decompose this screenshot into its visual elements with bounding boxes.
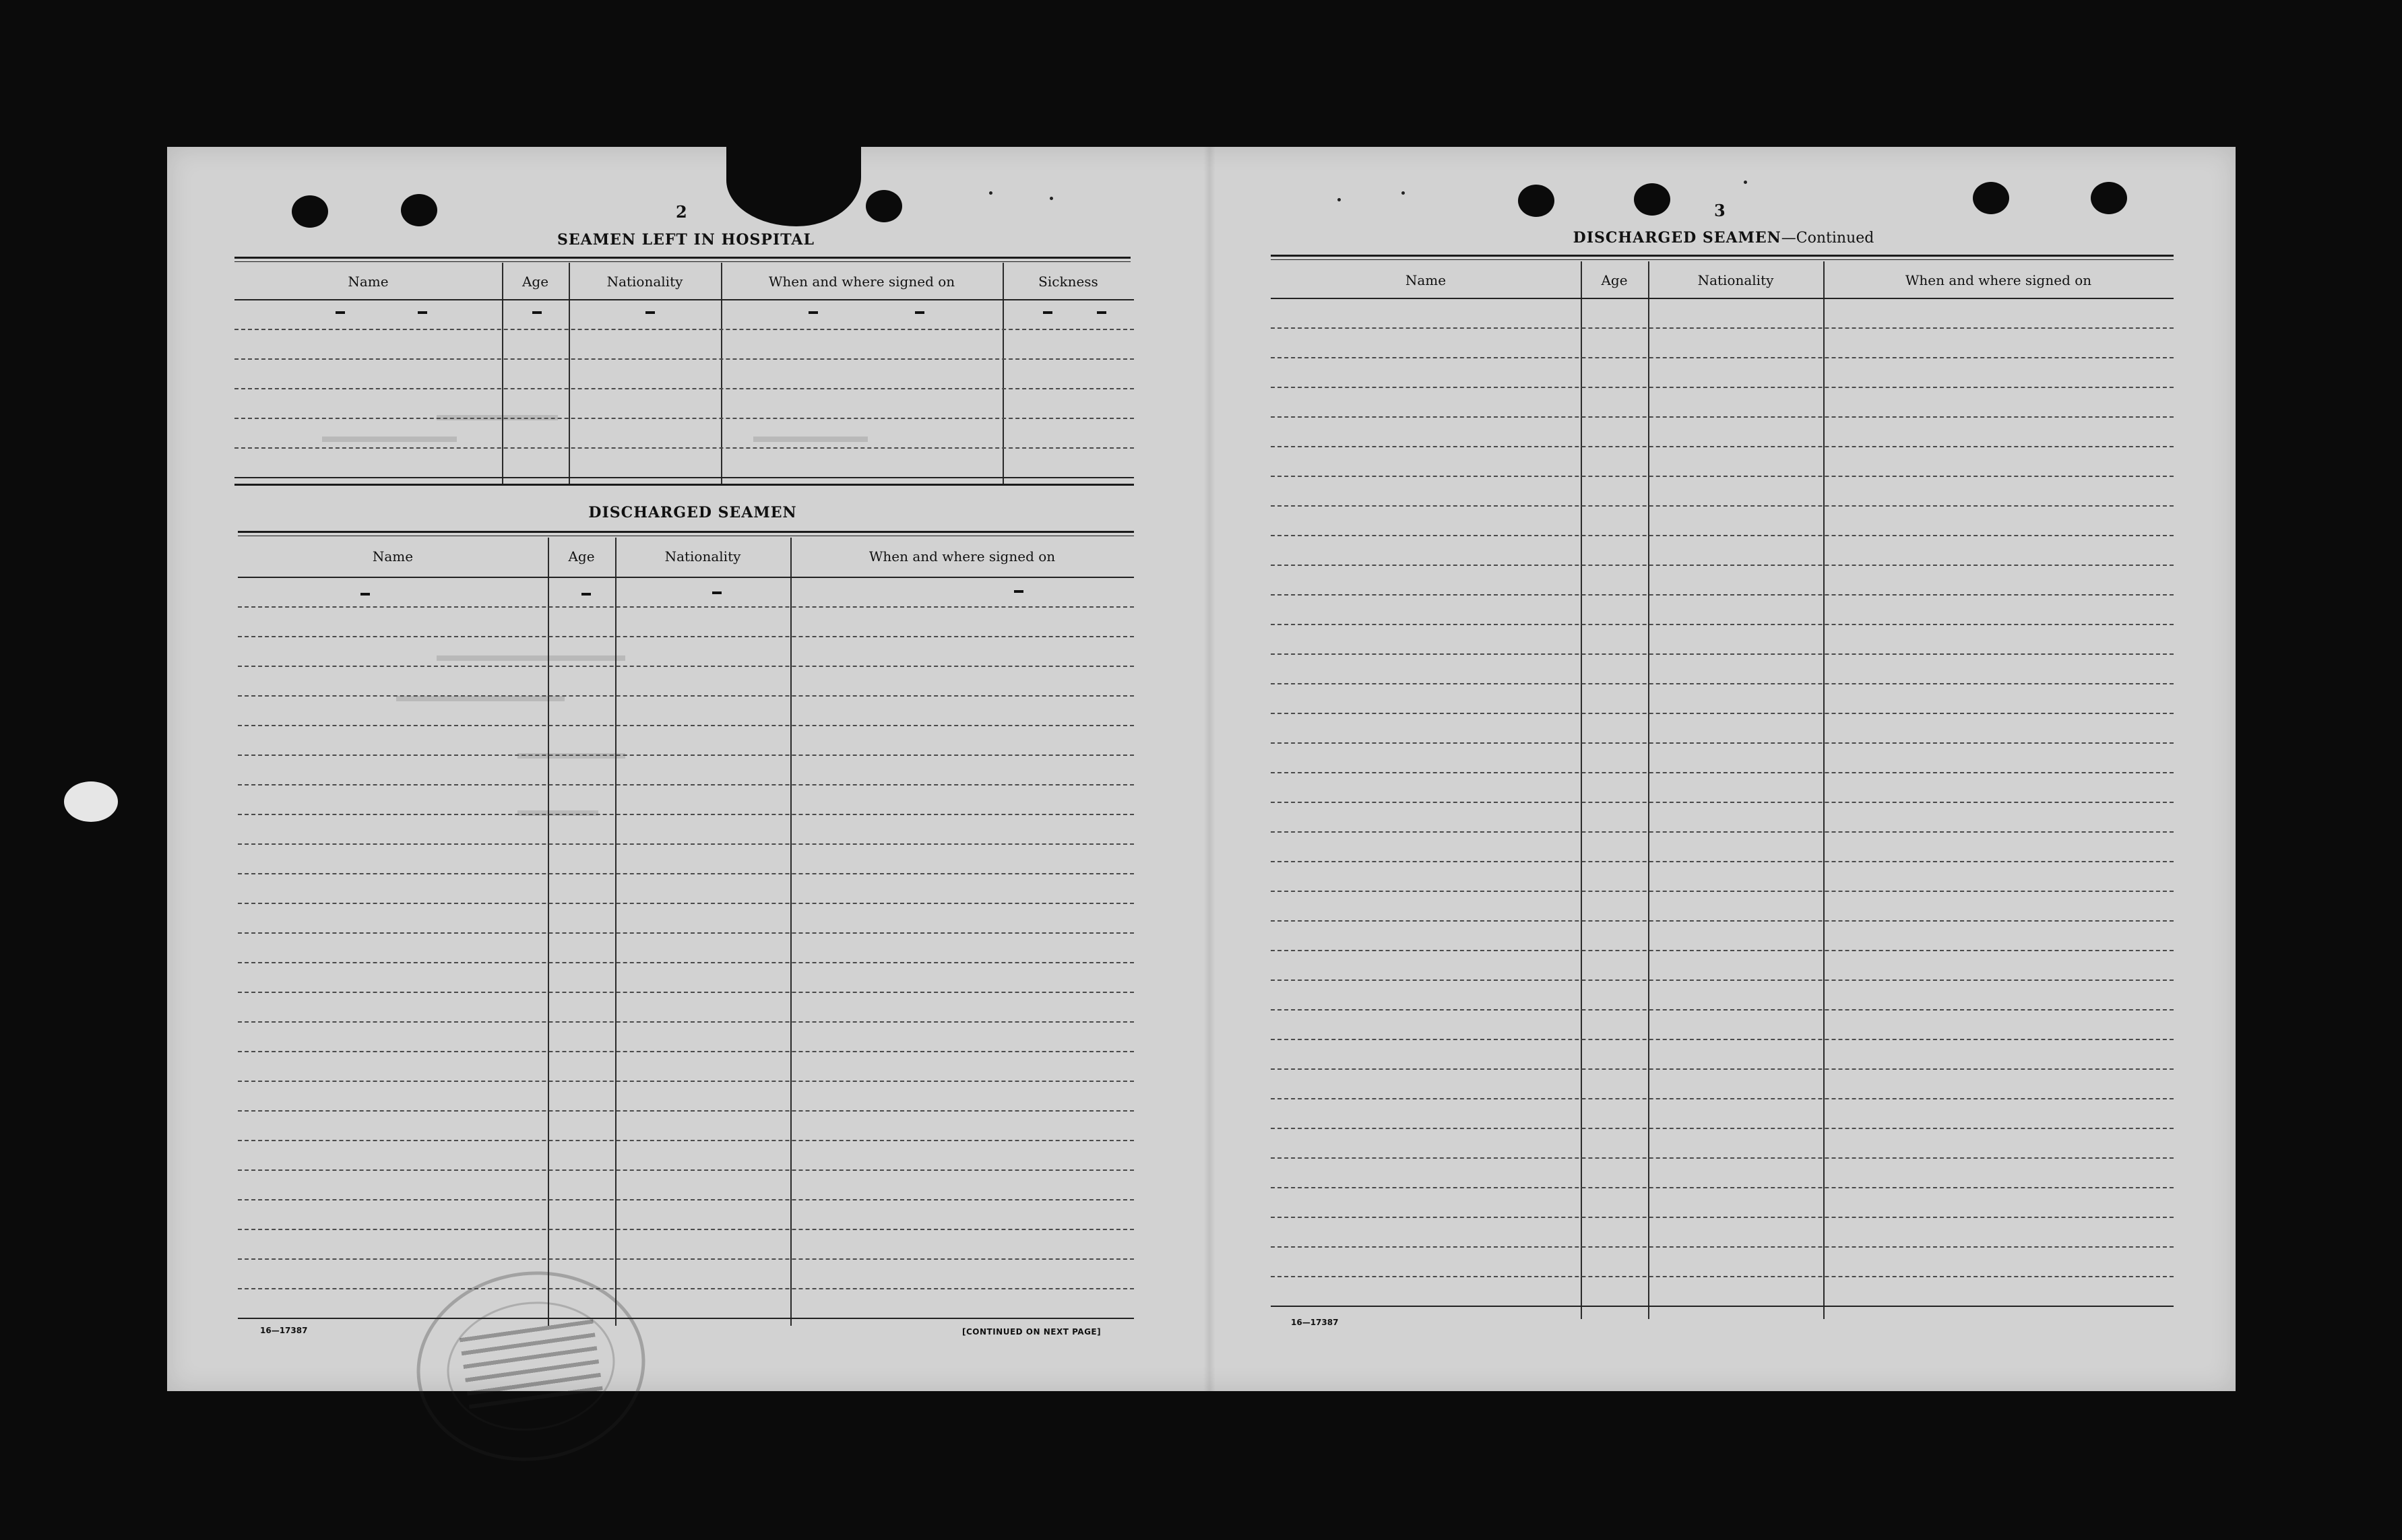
column-header-age: Age [568,548,595,565]
column-header-name: Name [348,274,389,290]
column-header-nationality: Nationality [664,548,741,565]
section-title-discharged-continued [1535,229,1912,247]
column-header-nationality: Nationality [1697,272,1774,288]
section-title-discharged: DISCHARGED SEAMEN [588,504,797,521]
punch-hole [866,190,902,222]
discharged-table-right [1271,261,2174,1319]
section-title-text: DISCHARGED SEAMEN [1573,229,1781,247]
section-title-suffix: —Continued [1781,230,1874,247]
punch-hole [1973,182,2009,214]
column-header-age: Age [1601,272,1628,288]
column-header-sickness: Sickness [1038,274,1098,290]
hospital-table [234,263,1134,485]
form-number: 16—17387 [260,1326,308,1335]
form-number: 16—17387 [1291,1318,1339,1327]
column-header-name: Name [372,548,414,565]
column-header-signed-on: When and where signed on [1905,272,2092,288]
punch-hole [1518,185,1554,217]
discharged-table-left [238,538,1134,1326]
torn-edge [726,147,861,226]
page-number: 2 [676,202,687,222]
column-header-signed-on: When and where signed on [768,274,955,290]
column-header-signed-on: When and where signed on [868,548,1056,565]
punch-hole [2091,182,2127,214]
column-header-name: Name [1405,272,1447,288]
punch-hole [1634,183,1670,216]
continued-note: [CONTINUED ON NEXT PAGE] [962,1327,1102,1337]
page-number: 3 [1714,201,1726,220]
punch-hole [401,194,437,226]
page-fold [1203,147,1215,1391]
column-header-age: Age [522,274,549,290]
document-sheet [167,147,2236,1391]
paper-fleck [64,781,118,822]
column-header-nationality: Nationality [606,274,683,290]
section-title-hospital: SEAMEN LEFT IN HOSPITAL [557,231,815,249]
punch-hole [292,195,328,228]
